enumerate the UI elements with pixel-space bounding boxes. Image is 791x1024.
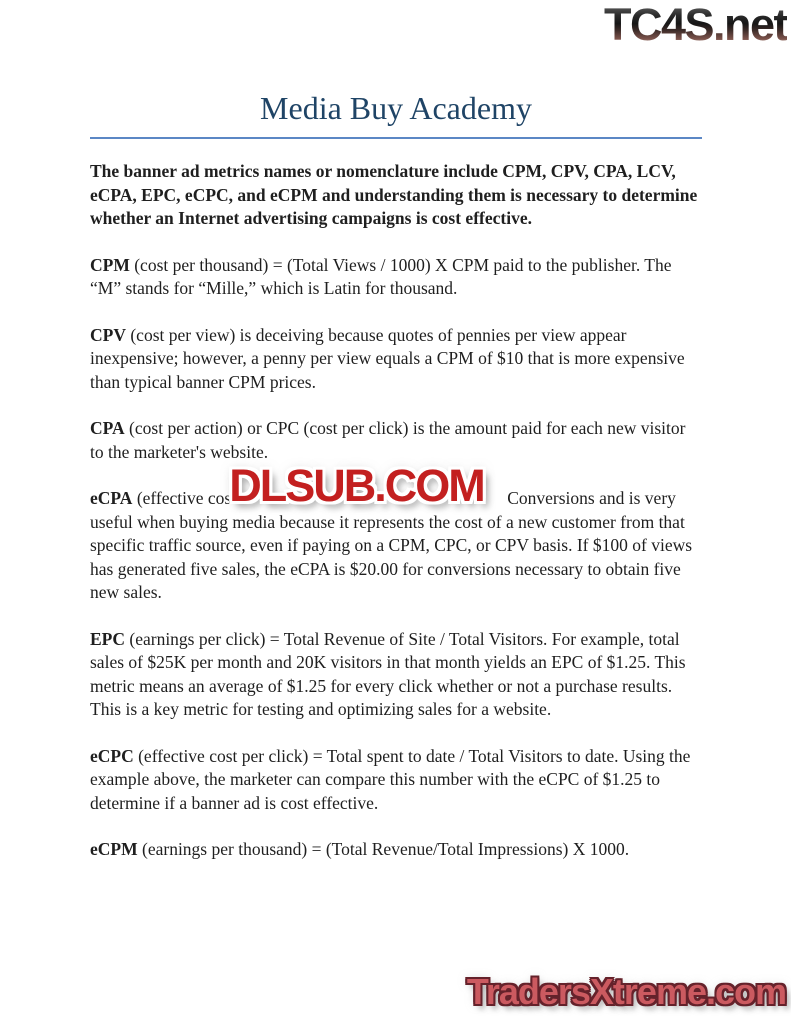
metric-term-epc: EPC	[90, 628, 125, 649]
metric-term-ecpm: eCPM	[90, 839, 138, 859]
metric-paragraph-ecpc	[90, 745, 702, 816]
page-title: Media Buy Academy	[90, 88, 702, 139]
metric-definition-ecpc: (effective cost per click) = Total spent to date / Total Visitors to date. Using the example above, the marketer can compare this number with the eCPC of $1.25 to determine if a banner ad is cost effective.	[90, 745, 691, 813]
metric-paragraph-ecpm	[90, 838, 702, 862]
metric-definition-cpm: (cost per thousand) = (Total Views / 1000) X CPM paid to the publisher. The “M” stands for “Mille,” which is Latin for thousand.	[90, 254, 672, 298]
metric-paragraph-cpv	[90, 324, 702, 395]
metric-paragraph-cpm	[90, 254, 702, 301]
metric-term-cpa: CPA	[90, 418, 125, 438]
dlsub-watermark-text: DLSUB.COM	[229, 460, 484, 511]
metric-definition-epc: (earnings per click) = Total Revenue of Site / Total Visitors. For example, total sales of $25K per month and 20K visitors in that month yields an EPC of $1.25. This metric means an average of $1.25 for every click whether or not a purchase results. This is a key metric for testing and optimizing sales for a website.	[90, 628, 686, 719]
metric-term-ecpa: eCPA	[90, 488, 133, 508]
metric-definition-ecpa-lead: (effective cos	[132, 488, 232, 508]
metric-term-cpm: CPM	[90, 254, 130, 275]
metric-paragraph-epc	[90, 628, 702, 722]
metric-paragraph-cpa	[90, 417, 702, 464]
dlsub-watermark	[229, 460, 507, 511]
document-content	[90, 0, 702, 862]
tc4s-logo: TC4S.net	[603, 0, 787, 50]
tradersxtreme-logo: TradersXtreme.com	[466, 971, 786, 1012]
metric-definition-ecpa-after: Conversions and is very useful when buying media because it represents the cost of a new customer from that specific traffic source, even if paying on a CPM, CPC, or CPV basis. If $100 of views has generated five sales, the eCPA is $20.00 for conversions necessary to obtain five new sales.	[90, 488, 693, 602]
metric-paragraph-ecpa	[90, 460, 702, 605]
metric-definition-cpv: (cost per view) is deceiving because quotes of pennies per view appear inexpensive; however, a penny per view equals a CPM of $10 that is more expensive than typical banner CPM prices.	[90, 324, 685, 392]
metric-term-cpv: CPV	[90, 324, 126, 345]
metric-definition-ecpm: (earnings per thousand) = (Total Revenue/Total Impressions) X 1000.	[137, 839, 630, 859]
intro-paragraph: The banner ad metrics names or nomenclature include CPM, CPV, CPA, LCV, eCPA, EPC, eCPC, and eCPM and understanding them is necessary to determine whether an Internet advertising campaigns is cost effective.	[90, 161, 698, 228]
metric-definition-cpa: (cost per action) or CPC (cost per click) is the amount paid for each new visitor to the marketer's website.	[90, 418, 686, 462]
metric-term-ecpc: eCPC	[90, 745, 134, 766]
